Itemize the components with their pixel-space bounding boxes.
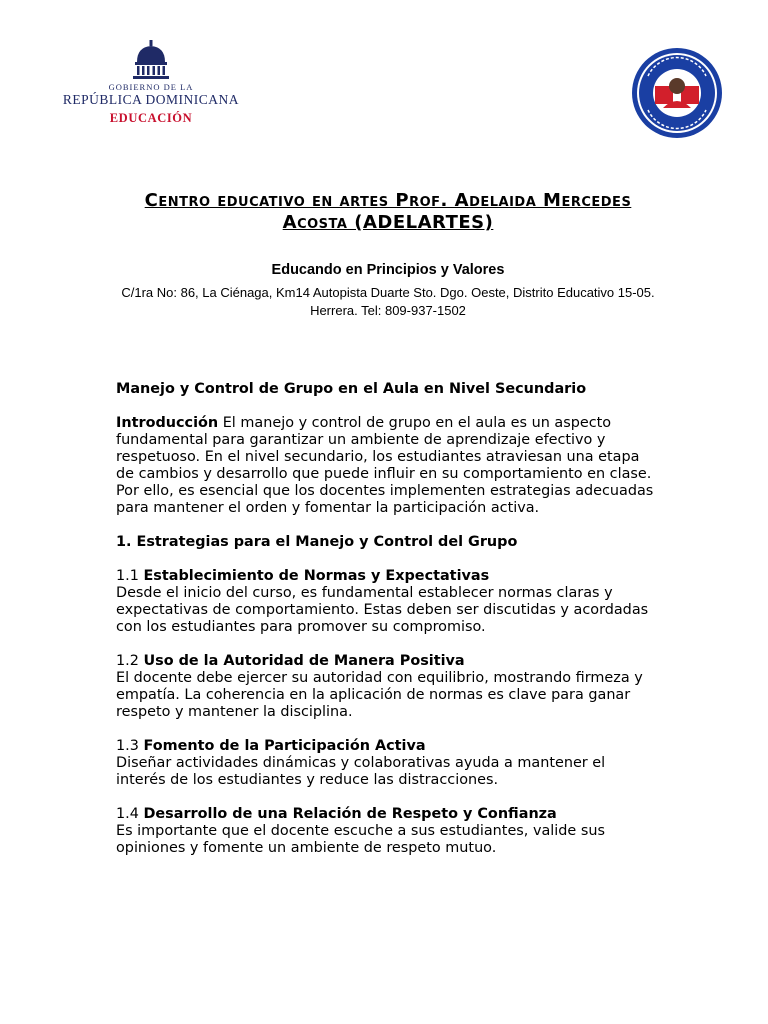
subsection-number: 1.1 [116, 568, 144, 584]
subsection-heading [116, 653, 656, 670]
subsection-title: Desarrollo de una Relación de Respeto y Confianza [143, 806, 557, 822]
government-logo [58, 40, 244, 132]
gov-line2: REPÚBLICA DOMINICANA [62, 92, 240, 107]
subsection-heading [116, 806, 656, 823]
subsection-title: Uso de la Autoridad de Manera Positiva [143, 653, 465, 669]
introduction-paragraph [116, 415, 656, 517]
subsection-text: Diseñar actividades dinámicas y colaborativas ayuda a mantener el interés de los estudiantes y reduce las distracciones. [116, 755, 606, 788]
capitol-dome-icon [129, 40, 173, 80]
school-address: C/1ra No: 86, La Ciénaga, Km14 Autopista Duarte Sto. Dgo. Oeste, Distrito Educativo 15-05. Herrera. Tel: 809-937-1502 [121, 285, 655, 318]
subsection-title: Establecimiento de Normas y Expectativas [143, 568, 490, 584]
school-seal-icon [630, 46, 724, 140]
subsection [116, 806, 656, 857]
school-seal [630, 46, 724, 140]
subsection-number: 1.3 [116, 738, 144, 754]
subsection-text: Desde el inicio del curso, es fundamental establecer normas claras y expectativas de comportamiento. Estas deben ser discutidas y acordadas con los estudiantes para promover su compromiso. [116, 585, 649, 635]
intro-text: El manejo y control de grupo en el aula es un aspecto fundamental para garantizar un ambiente de aprendizaje efectivo y respetuoso. En el nivel secundario, los estudiantes atraviesan una etapa de cambios y desarrollo que puede influir en su comportamiento en clase. Por ello, es esencial que los docentes implementen estrategias adecuadas para mantener el orden y fomentar la participación activa. [116, 415, 654, 516]
intro-label: Introducción [116, 415, 219, 431]
subsection-text: El docente debe ejercer su autoridad con equilibrio, mostrando firmeza y empatía. La coherencia en la aplicación de normas es clave para ganar respeto y mantener la disciplina. [116, 670, 643, 720]
gov-line1: GOBIERNO DE LA [108, 82, 194, 92]
subsection-heading [116, 738, 656, 755]
subsection [116, 653, 656, 721]
section-heading: 1. Estrategias para el Manejo y Control del Grupo [116, 534, 518, 550]
gov-line3: EDUCACIÓN [109, 111, 193, 125]
subsection-title: Fomento de la Participación Activa [143, 738, 426, 754]
subsection-heading [116, 568, 656, 585]
school-title: Centro educativo en artes Prof. Adelaida Mercedes Acosta (ADELARTES) [144, 190, 632, 233]
school-motto: Educando en Principios y Valores [271, 262, 505, 278]
subsection-number: 1.4 [116, 806, 144, 822]
subsection-text: Es importante que el docente escuche a sus estudiantes, valide sus opiniones y fomente un ambiente de respeto mutuo. [116, 823, 605, 856]
subsection [116, 568, 656, 636]
document-body [116, 381, 656, 874]
subsection [116, 738, 656, 789]
subsection-number: 1.2 [116, 653, 144, 669]
document-title: Manejo y Control de Grupo en el Aula en Nivel Secundario [116, 381, 587, 397]
